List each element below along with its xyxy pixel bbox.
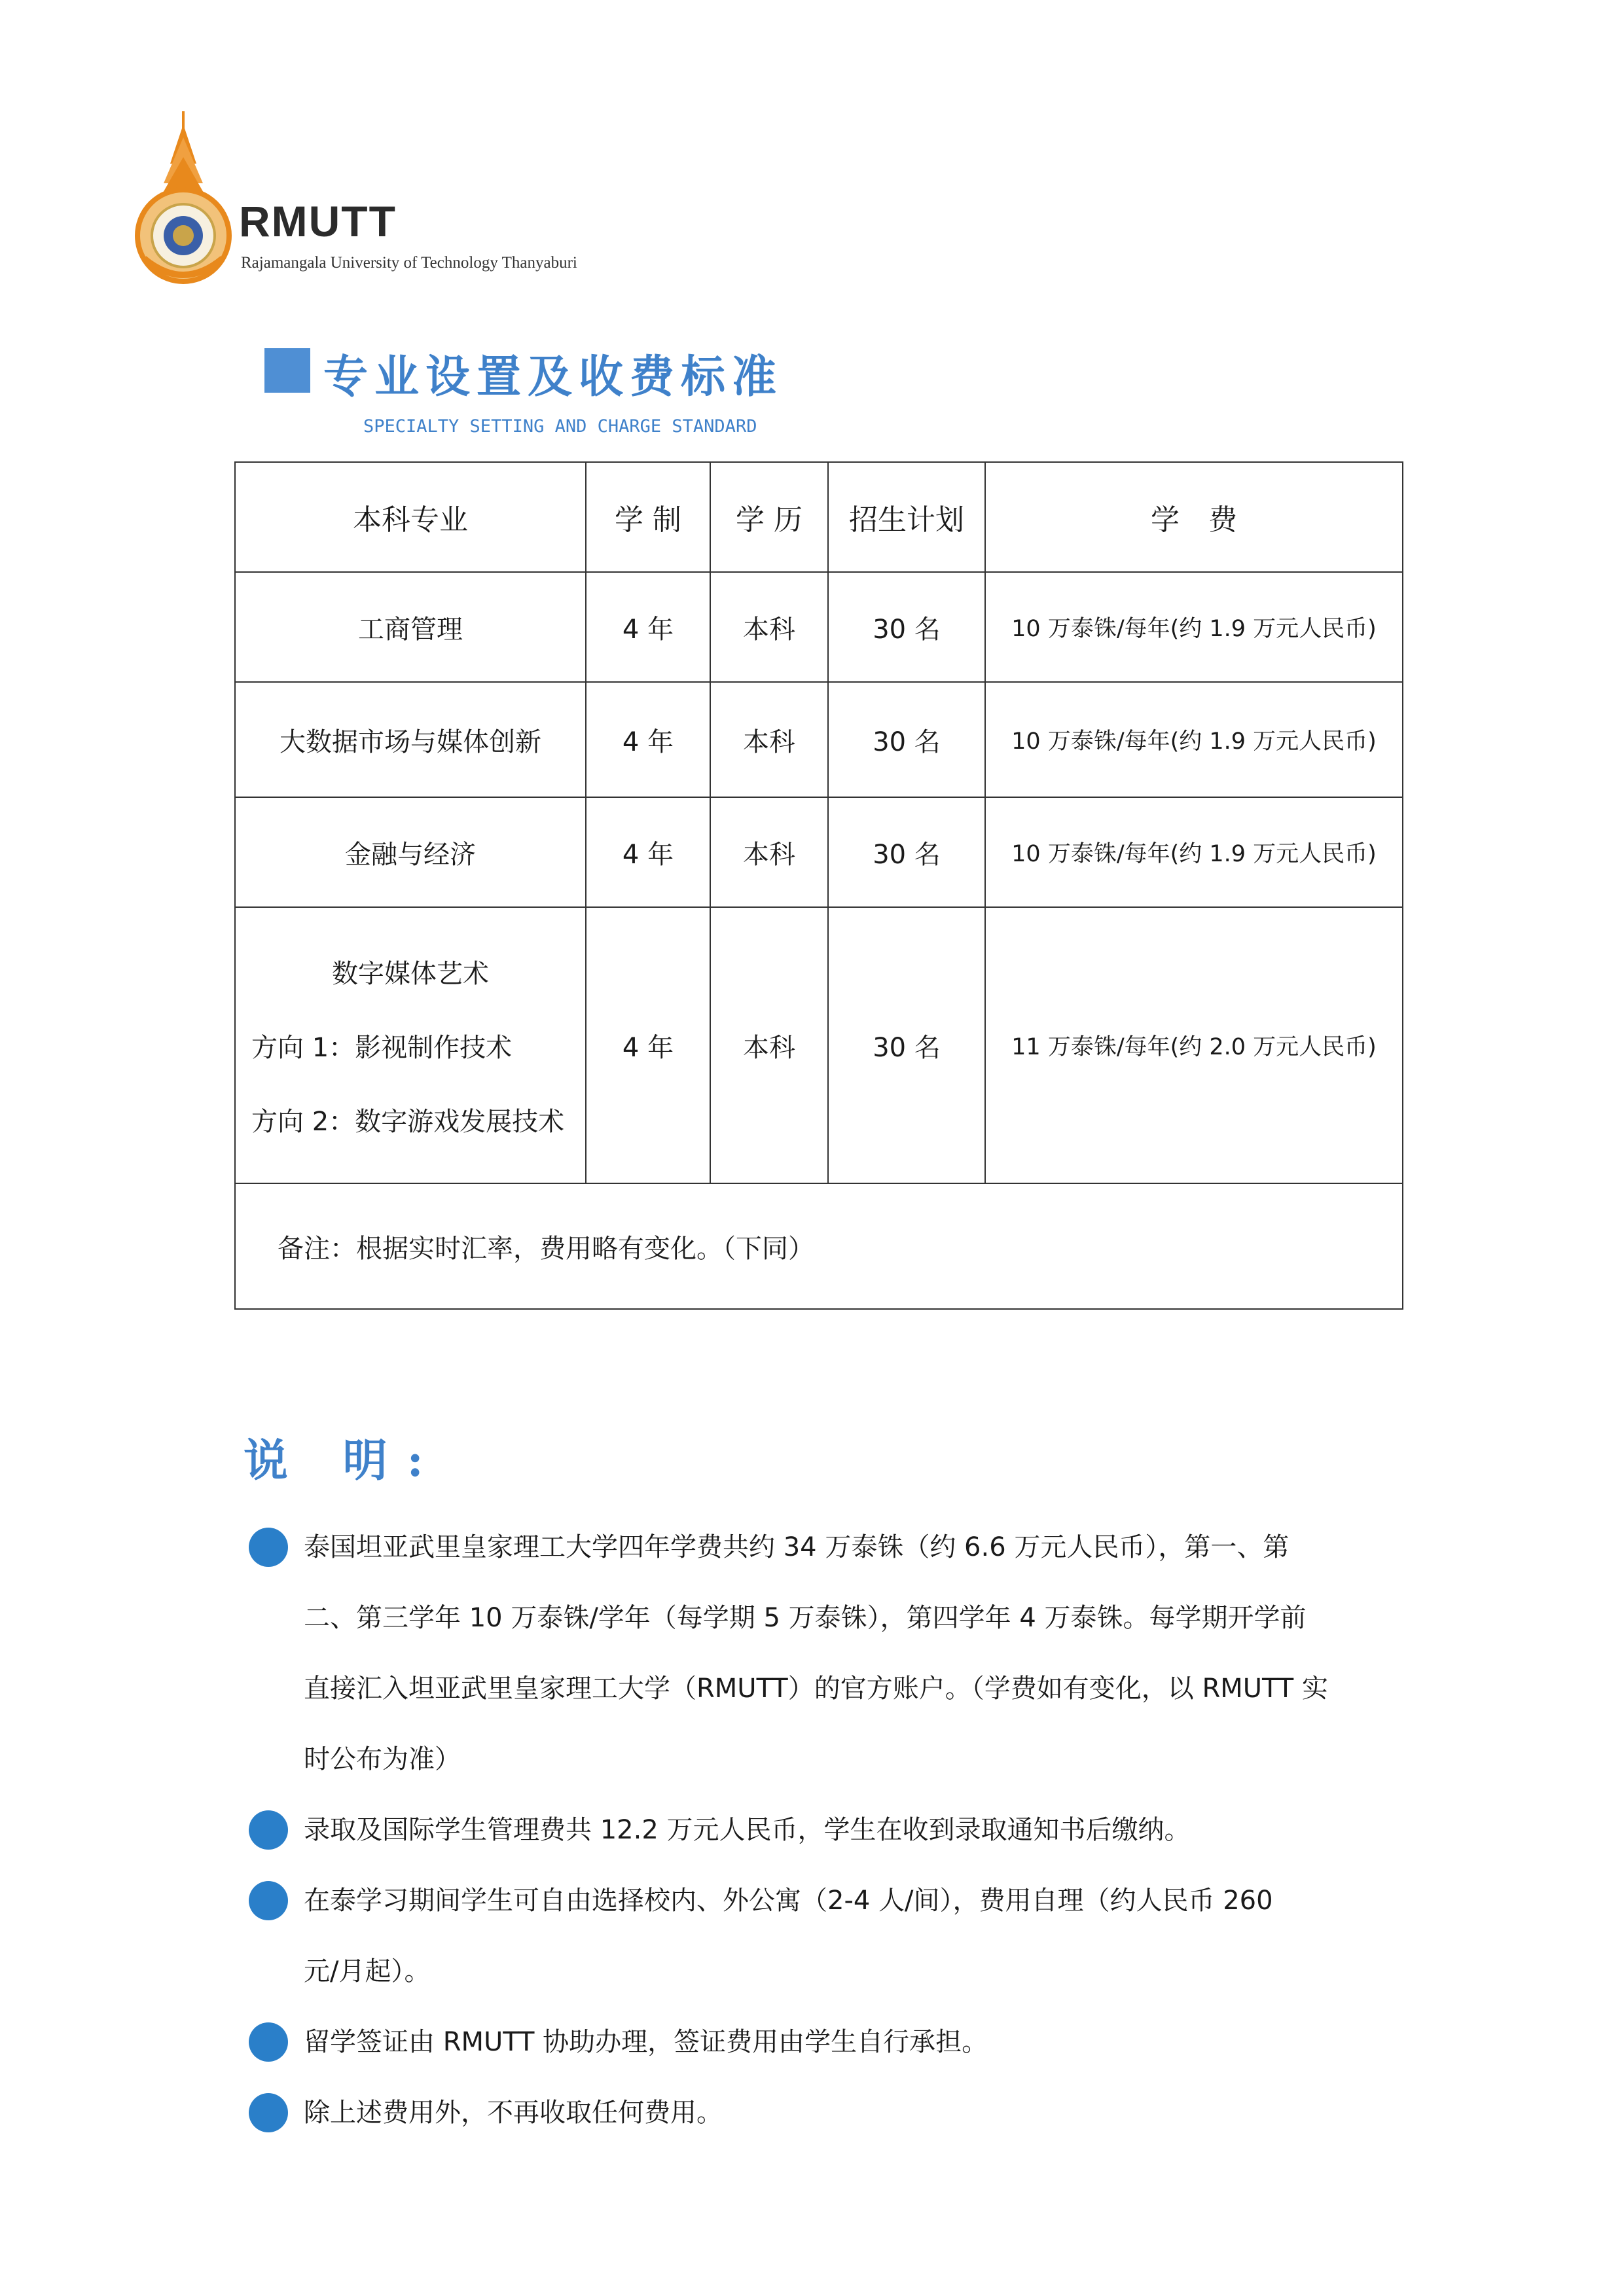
note-text: 录取及国际学生管理费共 12.2 万元人民币，学生在收到录取通知书后缴纳。 — [304, 1815, 1191, 1845]
cell-fee: 10 万泰铢/每年(约 1.9 万元人民币) — [985, 572, 1403, 682]
cell-fee: 11 万泰铢/每年(约 2.0 万元人民币) — [985, 907, 1403, 1183]
rmutt-emblem-icon — [131, 111, 236, 288]
table-row — [235, 907, 1403, 1183]
major-direction-2: 方向 2：数字游戏发展技术 — [251, 1106, 565, 1137]
major-direction-1: 方向 1：影视制作技术 — [251, 1032, 513, 1063]
header-fee: 学 费 — [985, 462, 1403, 572]
cell-fee: 10 万泰铢/每年(约 1.9 万元人民币) — [985, 797, 1403, 907]
table-header-row — [235, 462, 1403, 572]
cell-degree: 本科 — [710, 907, 828, 1183]
university-name: Rajamangala University of Technology Thanyaburi — [241, 254, 577, 272]
cell-duration: 4 年 — [586, 682, 710, 797]
note-text: 泰国坦亚武里皇家理工大学四年学费共约 34 万泰铢（约 6.6 万元人民币），第一、第 二、第三学年 10 万泰铢/学年（每学期 5 万泰铢），第四学年 4 万泰铢。每学期开学前 直接汇入坦亚武里皇家理工大学（RMUTT）的官方账户。（学费如有变化，以 RMUTT 实 时公布为准） — [304, 1532, 1328, 1774]
cell-quota: 30 名 — [828, 572, 985, 682]
header-major: 本科专业 — [235, 462, 586, 572]
table-row — [235, 682, 1403, 797]
bullet-circle-icon — [249, 1528, 288, 1567]
notes-title: 说 明: — [244, 1435, 443, 1487]
bullet-circle-icon — [249, 2093, 288, 2132]
section-subtitle: SPECIALTY SETTING AND CHARGE STANDARD — [363, 416, 757, 437]
cell-degree: 本科 — [710, 572, 828, 682]
cell-duration: 4 年 — [586, 797, 710, 907]
major-name: 数字媒体艺术 — [332, 958, 489, 989]
cell-major: 工商管理 — [235, 572, 586, 682]
header-degree: 学 历 — [710, 462, 828, 572]
table-note-row — [235, 1183, 1403, 1309]
bullet-circle-icon — [249, 1810, 288, 1850]
cell-duration: 4 年 — [586, 907, 710, 1183]
section-title: 专业设置及收费标准 — [323, 351, 784, 403]
table-row — [235, 572, 1403, 682]
bullet-circle-icon — [249, 2022, 288, 2062]
table-row — [235, 797, 1403, 907]
fee-table — [234, 461, 1403, 1310]
note-text: 在泰学习期间学生可自由选择校内、外公寓（2-4 人/间），费用自理（约人民币 260 元/月起）。 — [304, 1886, 1273, 1986]
header-duration: 学 制 — [586, 462, 710, 572]
blue-square-icon — [264, 348, 310, 393]
cell-duration: 4 年 — [586, 572, 710, 682]
cell-quota: 30 名 — [828, 797, 985, 907]
note-text: 除上述费用外，不再收取任何费用。 — [304, 2098, 723, 2128]
cell-fee: 10 万泰铢/每年(约 1.9 万元人民币) — [985, 682, 1403, 797]
cell-major: 金融与经济 — [235, 797, 586, 907]
cell-quota: 30 名 — [828, 907, 985, 1183]
cell-degree: 本科 — [710, 797, 828, 907]
header-quota: 招生计划 — [828, 462, 985, 572]
cell-degree: 本科 — [710, 682, 828, 797]
brand-title: RMUTT — [239, 197, 397, 245]
note-text: 留学签证由 RMUTT 协助办理，签证费用由学生自行承担。 — [304, 2027, 988, 2057]
bullet-circle-icon — [249, 1881, 288, 1920]
cell-major — [235, 907, 586, 1183]
cell-quota: 30 名 — [828, 682, 985, 797]
cell-major: 大数据市场与媒体创新 — [235, 682, 586, 797]
table-note: 备注：根据实时汇率，费用略有变化。（下同） — [235, 1183, 1403, 1309]
